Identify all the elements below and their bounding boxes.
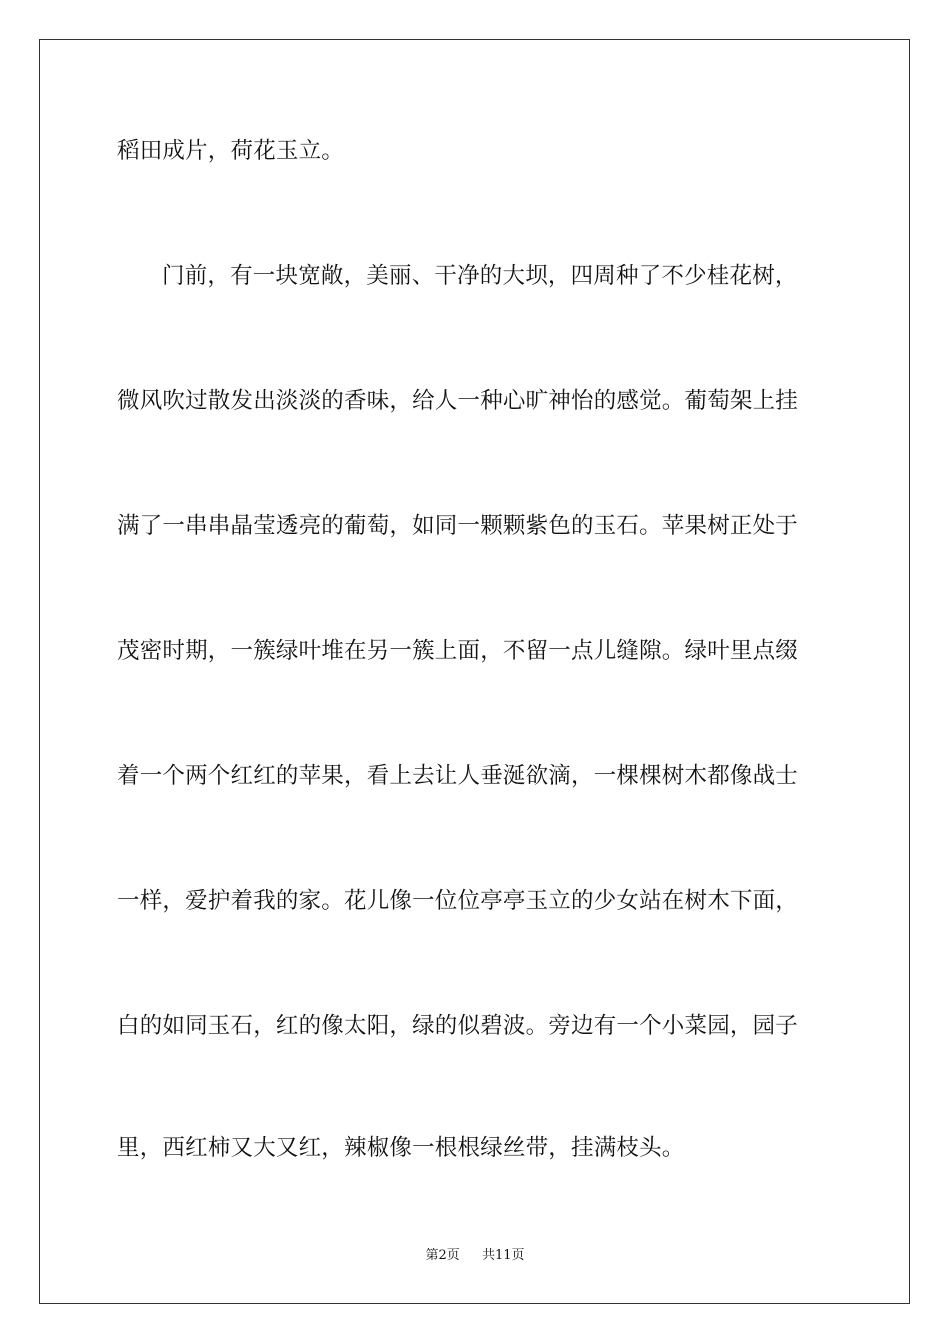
text-line-2: 门前，有一块宽敞，美丽、干净的大坝，四周种了不少桂花树， [162,263,798,289]
page-footer [0,1247,950,1265]
text-line-5: 茂密时期，一簇绿叶堆在另一簇上面，不留一点儿缝隙。绿叶里点缀 [117,638,799,664]
text-line-3: 微风吹过散发出淡淡的香味，给人一种心旷神怡的感觉。葡萄架上挂 [117,388,799,414]
text-line-9: 里，西红柿又大又红，辣椒像一根根绿丝带，挂满枝头。 [117,1135,685,1161]
text-line-7: 一样，爱护着我的家。花儿像一位位亭亭玉立的少女站在树木下面， [117,888,799,914]
text-line-1: 稻田成片，荷花玉立。 [117,138,345,164]
text-line-8: 白的如同玉石，红的像太阳，绿的似碧波。旁边有一个小菜园，园子 [117,1013,799,1039]
text-line-6: 着一个两个红红的苹果，看上去让人垂涎欲滴，一棵棵树木都像战士 [117,763,799,789]
page-frame [39,39,910,1304]
page-total: 共11页 [482,1248,525,1263]
text-line-4: 满了一串串晶莹透亮的葡萄，如同一颗颗紫色的玉石。苹果树正处于 [117,513,799,539]
page-number: 第2页 [425,1248,460,1263]
